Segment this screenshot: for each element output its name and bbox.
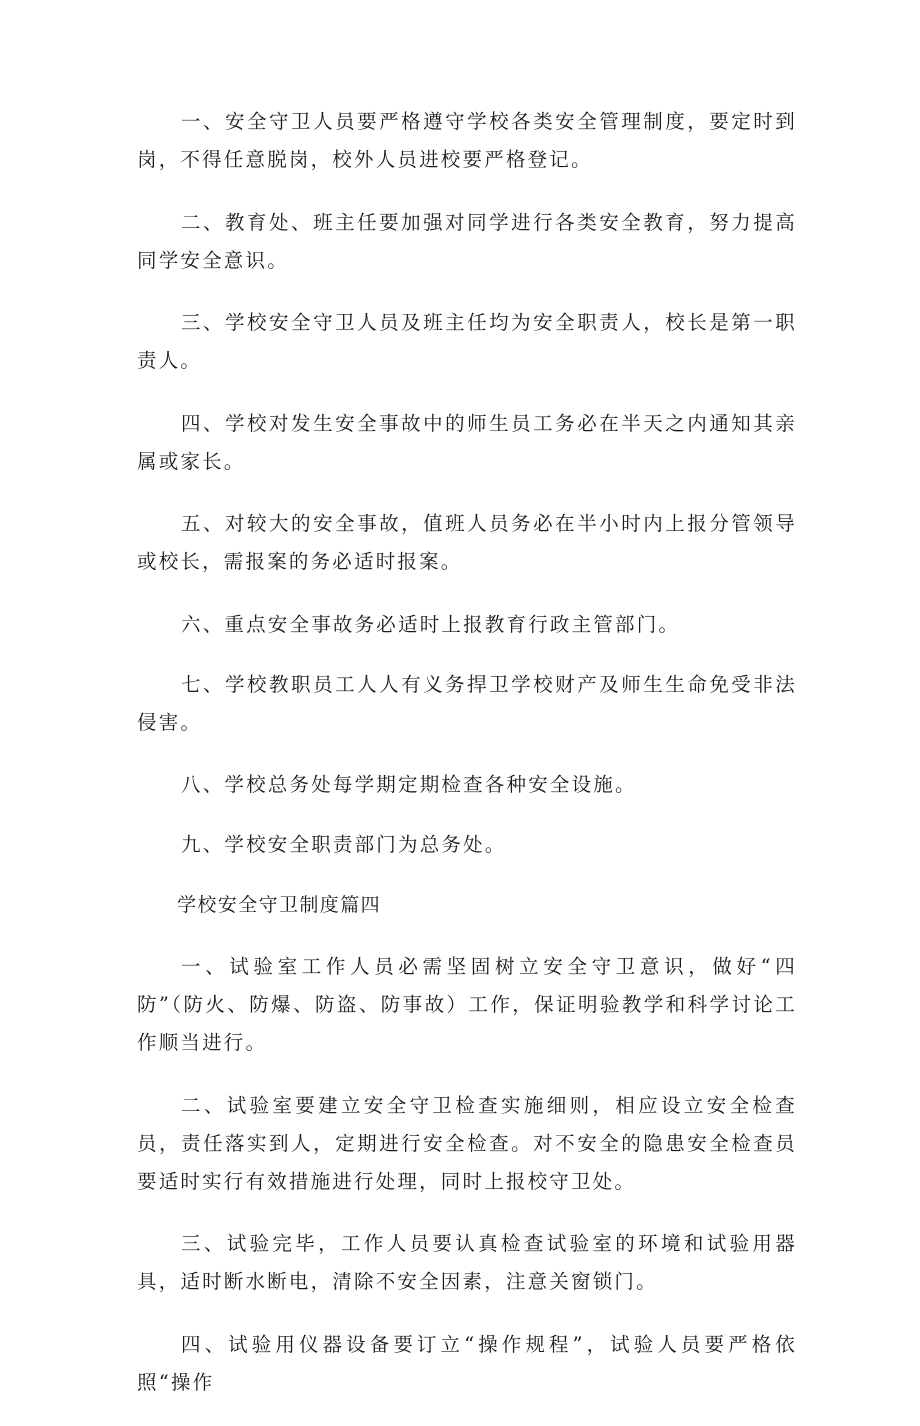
- section-heading: 学校安全守卫制度篇四: [177, 894, 382, 916]
- paragraph-rule-9: 九、学校安全职责部门为总务处。: [181, 833, 507, 856]
- paragraph-rule-3: 三、学校安全守卫人员及班主任均为安全职责人，校长是第一职责人。: [137, 311, 797, 372]
- paragraph-rule-6: 六、重点安全事故务必适时上报教育行政主管部门。: [181, 612, 681, 636]
- paragraph-lab-rule-1: 一、试验室工作人员必需坚固树立安全守卫意识，做好“四防”（防火、防爆、防盗、防事故）工作，保证明验教学和科学讨论工作顺当进行。: [137, 955, 797, 1054]
- paragraph-rule-2: 二、教育处、班主任要加强对同学进行各类安全教育，努力提高同学安全意识。: [137, 210, 797, 272]
- paragraph-lab-rule-2: 二、试验室要建立安全守卫检查实施细则，相应设立安全检查员，责任落实到人，定期进行安全检查。对不安全的隐患安全检查员要适时实行有效措施进行处理，同时上报校守卫处。: [137, 1093, 797, 1193]
- paragraph-rule-7: 七、学校教职员工人人有义务捍卫学校财产及师生生命免受非法侵害。: [137, 672, 797, 734]
- paragraph-lab-rule-4: 四、试验用仪器设备要订立“操作规程”，试验人员要严格依照“操作: [137, 1332, 797, 1394]
- document-body: [137, 103, 797, 1426]
- paragraph-rule-5: 五、对较大的安全事故，值班人员务必在半小时内上报分管领导或校长，需报案的务必适时报案。: [137, 512, 797, 573]
- paragraph-rule-4: 四、学校对发生安全事故中的师生员工务必在半天之内通知其亲属或家长。: [137, 411, 797, 473]
- paragraph-rule-8: 八、学校总务处每学期定期检查各种安全设施。: [181, 773, 637, 796]
- paragraph-lab-rule-3: 三、试验完毕，工作人员要认真检查试验室的环境和试验用器具，适时断水断电，清除不安全因素，注意关窗锁门。: [137, 1232, 797, 1293]
- paragraph-rule-1: 一、安全守卫人员要严格遵守学校各类安全管理制度，要定时到岗，不得任意脱岗，校外人员进校要严格登记。: [137, 110, 797, 171]
